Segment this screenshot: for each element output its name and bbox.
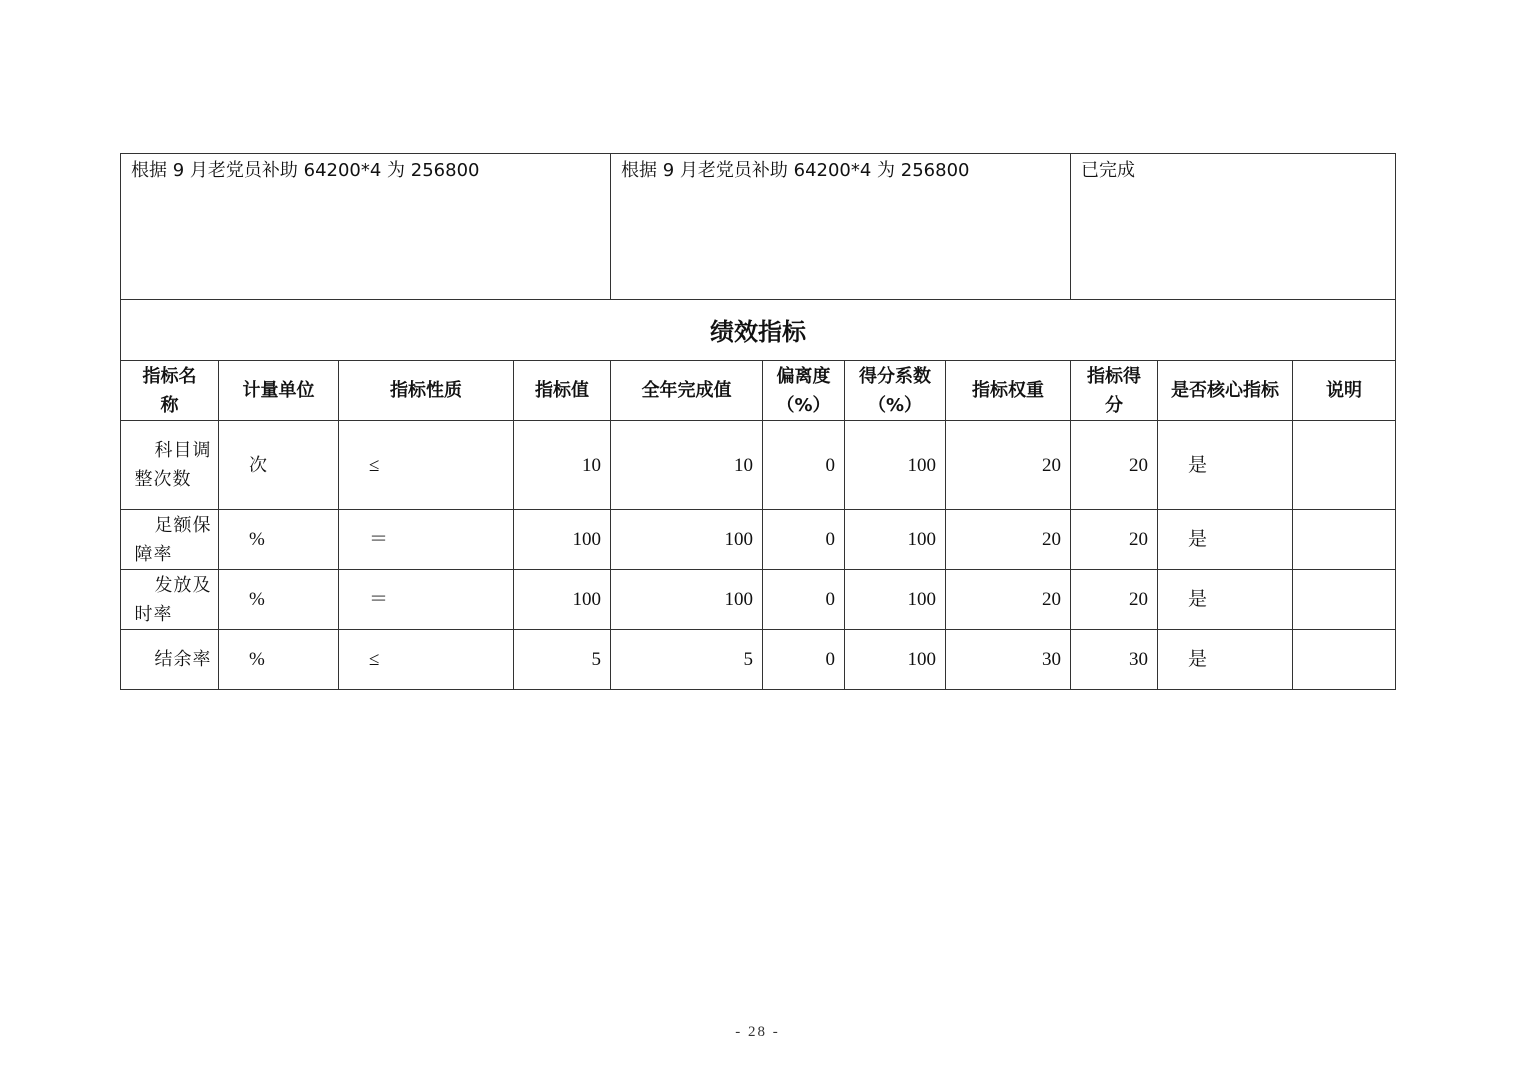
header-weight: 指标权重 <box>946 361 1071 421</box>
indicator-deviation: 0 <box>763 510 845 570</box>
header-name: 指标名称 <box>121 361 219 421</box>
header-deviation: 偏离度（%） <box>763 361 845 421</box>
indicator-deviation: 0 <box>763 630 845 690</box>
indicator-nature: ≤ <box>339 630 514 690</box>
indicator-nature: ≤ <box>339 421 514 510</box>
header-is-core: 是否核心指标 <box>1158 361 1293 421</box>
indicator-weight: 30 <box>946 630 1071 690</box>
table-row <box>121 630 1396 690</box>
header-value: 指标值 <box>514 361 611 421</box>
indicator-name: 足额保障率 <box>134 514 212 565</box>
indicator-note <box>1293 570 1396 630</box>
summary-row <box>121 154 1396 300</box>
table-row <box>121 510 1396 570</box>
header-nature: 指标性质 <box>339 361 514 421</box>
indicator-is-core: 是 <box>1158 570 1293 630</box>
indicator-coefficient: 100 <box>845 630 946 690</box>
indicator-is-core: 是 <box>1158 510 1293 570</box>
indicator-annual-value: 10 <box>611 421 763 510</box>
indicator-value: 100 <box>514 510 611 570</box>
table-row <box>121 570 1396 630</box>
indicator-deviation: 0 <box>763 570 845 630</box>
indicator-score: 30 <box>1071 630 1158 690</box>
indicator-value: 10 <box>514 421 611 510</box>
indicator-name-cell <box>121 421 219 510</box>
header-unit: 计量单位 <box>219 361 339 421</box>
summary-status-cell <box>1071 154 1396 300</box>
header-score: 指标得分 <box>1071 361 1158 421</box>
indicator-name: 结余率 <box>154 649 212 670</box>
indicator-name-cell <box>121 630 219 690</box>
indicator-score: 20 <box>1071 510 1158 570</box>
indicator-nature: ＝ <box>339 510 514 570</box>
indicator-name: 科目调整次数 <box>134 440 212 490</box>
indicator-value: 100 <box>514 570 611 630</box>
page-number: - 28 - <box>735 1024 780 1040</box>
indicator-name-cell <box>121 570 219 630</box>
summary-status-text: 已完成 <box>1081 160 1135 181</box>
indicator-weight: 20 <box>946 510 1071 570</box>
indicator-deviation: 0 <box>763 421 845 510</box>
indicator-name: 发放及时率 <box>134 574 212 625</box>
header-note: 说明 <box>1293 361 1396 421</box>
indicator-coefficient: 100 <box>845 421 946 510</box>
section-title: 绩效指标 <box>121 300 1396 361</box>
summary-actual-text: 根据 9 月老党员补助 64200*4 为 256800 <box>621 160 970 181</box>
indicator-name-cell <box>121 510 219 570</box>
indicator-note <box>1293 421 1396 510</box>
indicator-unit: % <box>219 510 339 570</box>
indicator-unit: % <box>219 630 339 690</box>
section-title-row <box>121 300 1396 361</box>
header-coefficient: 得分系数（%） <box>845 361 946 421</box>
indicator-weight: 20 <box>946 421 1071 510</box>
indicator-note <box>1293 630 1396 690</box>
indicator-is-core: 是 <box>1158 421 1293 510</box>
indicator-is-core: 是 <box>1158 630 1293 690</box>
indicator-unit: % <box>219 570 339 630</box>
indicator-coefficient: 100 <box>845 510 946 570</box>
indicator-annual-value: 100 <box>611 570 763 630</box>
indicator-nature: ＝ <box>339 570 514 630</box>
summary-target-text: 根据 9 月老党员补助 64200*4 为 256800 <box>131 160 480 181</box>
indicator-unit: 次 <box>249 454 267 476</box>
indicator-unit-cell <box>219 421 339 510</box>
indicator-annual-value: 100 <box>611 510 763 570</box>
table-row <box>121 421 1396 510</box>
indicator-table <box>120 299 1396 690</box>
indicator-score: 20 <box>1071 421 1158 510</box>
summary-target-cell <box>121 154 611 300</box>
indicator-coefficient: 100 <box>845 570 946 630</box>
header-row <box>121 361 1396 421</box>
indicator-annual-value: 5 <box>611 630 763 690</box>
indicator-note <box>1293 510 1396 570</box>
indicator-value: 5 <box>514 630 611 690</box>
summary-table <box>120 153 1396 300</box>
summary-actual-cell <box>611 154 1071 300</box>
indicator-weight: 20 <box>946 570 1071 630</box>
indicator-score: 20 <box>1071 570 1158 630</box>
header-annual-value: 全年完成值 <box>611 361 763 421</box>
